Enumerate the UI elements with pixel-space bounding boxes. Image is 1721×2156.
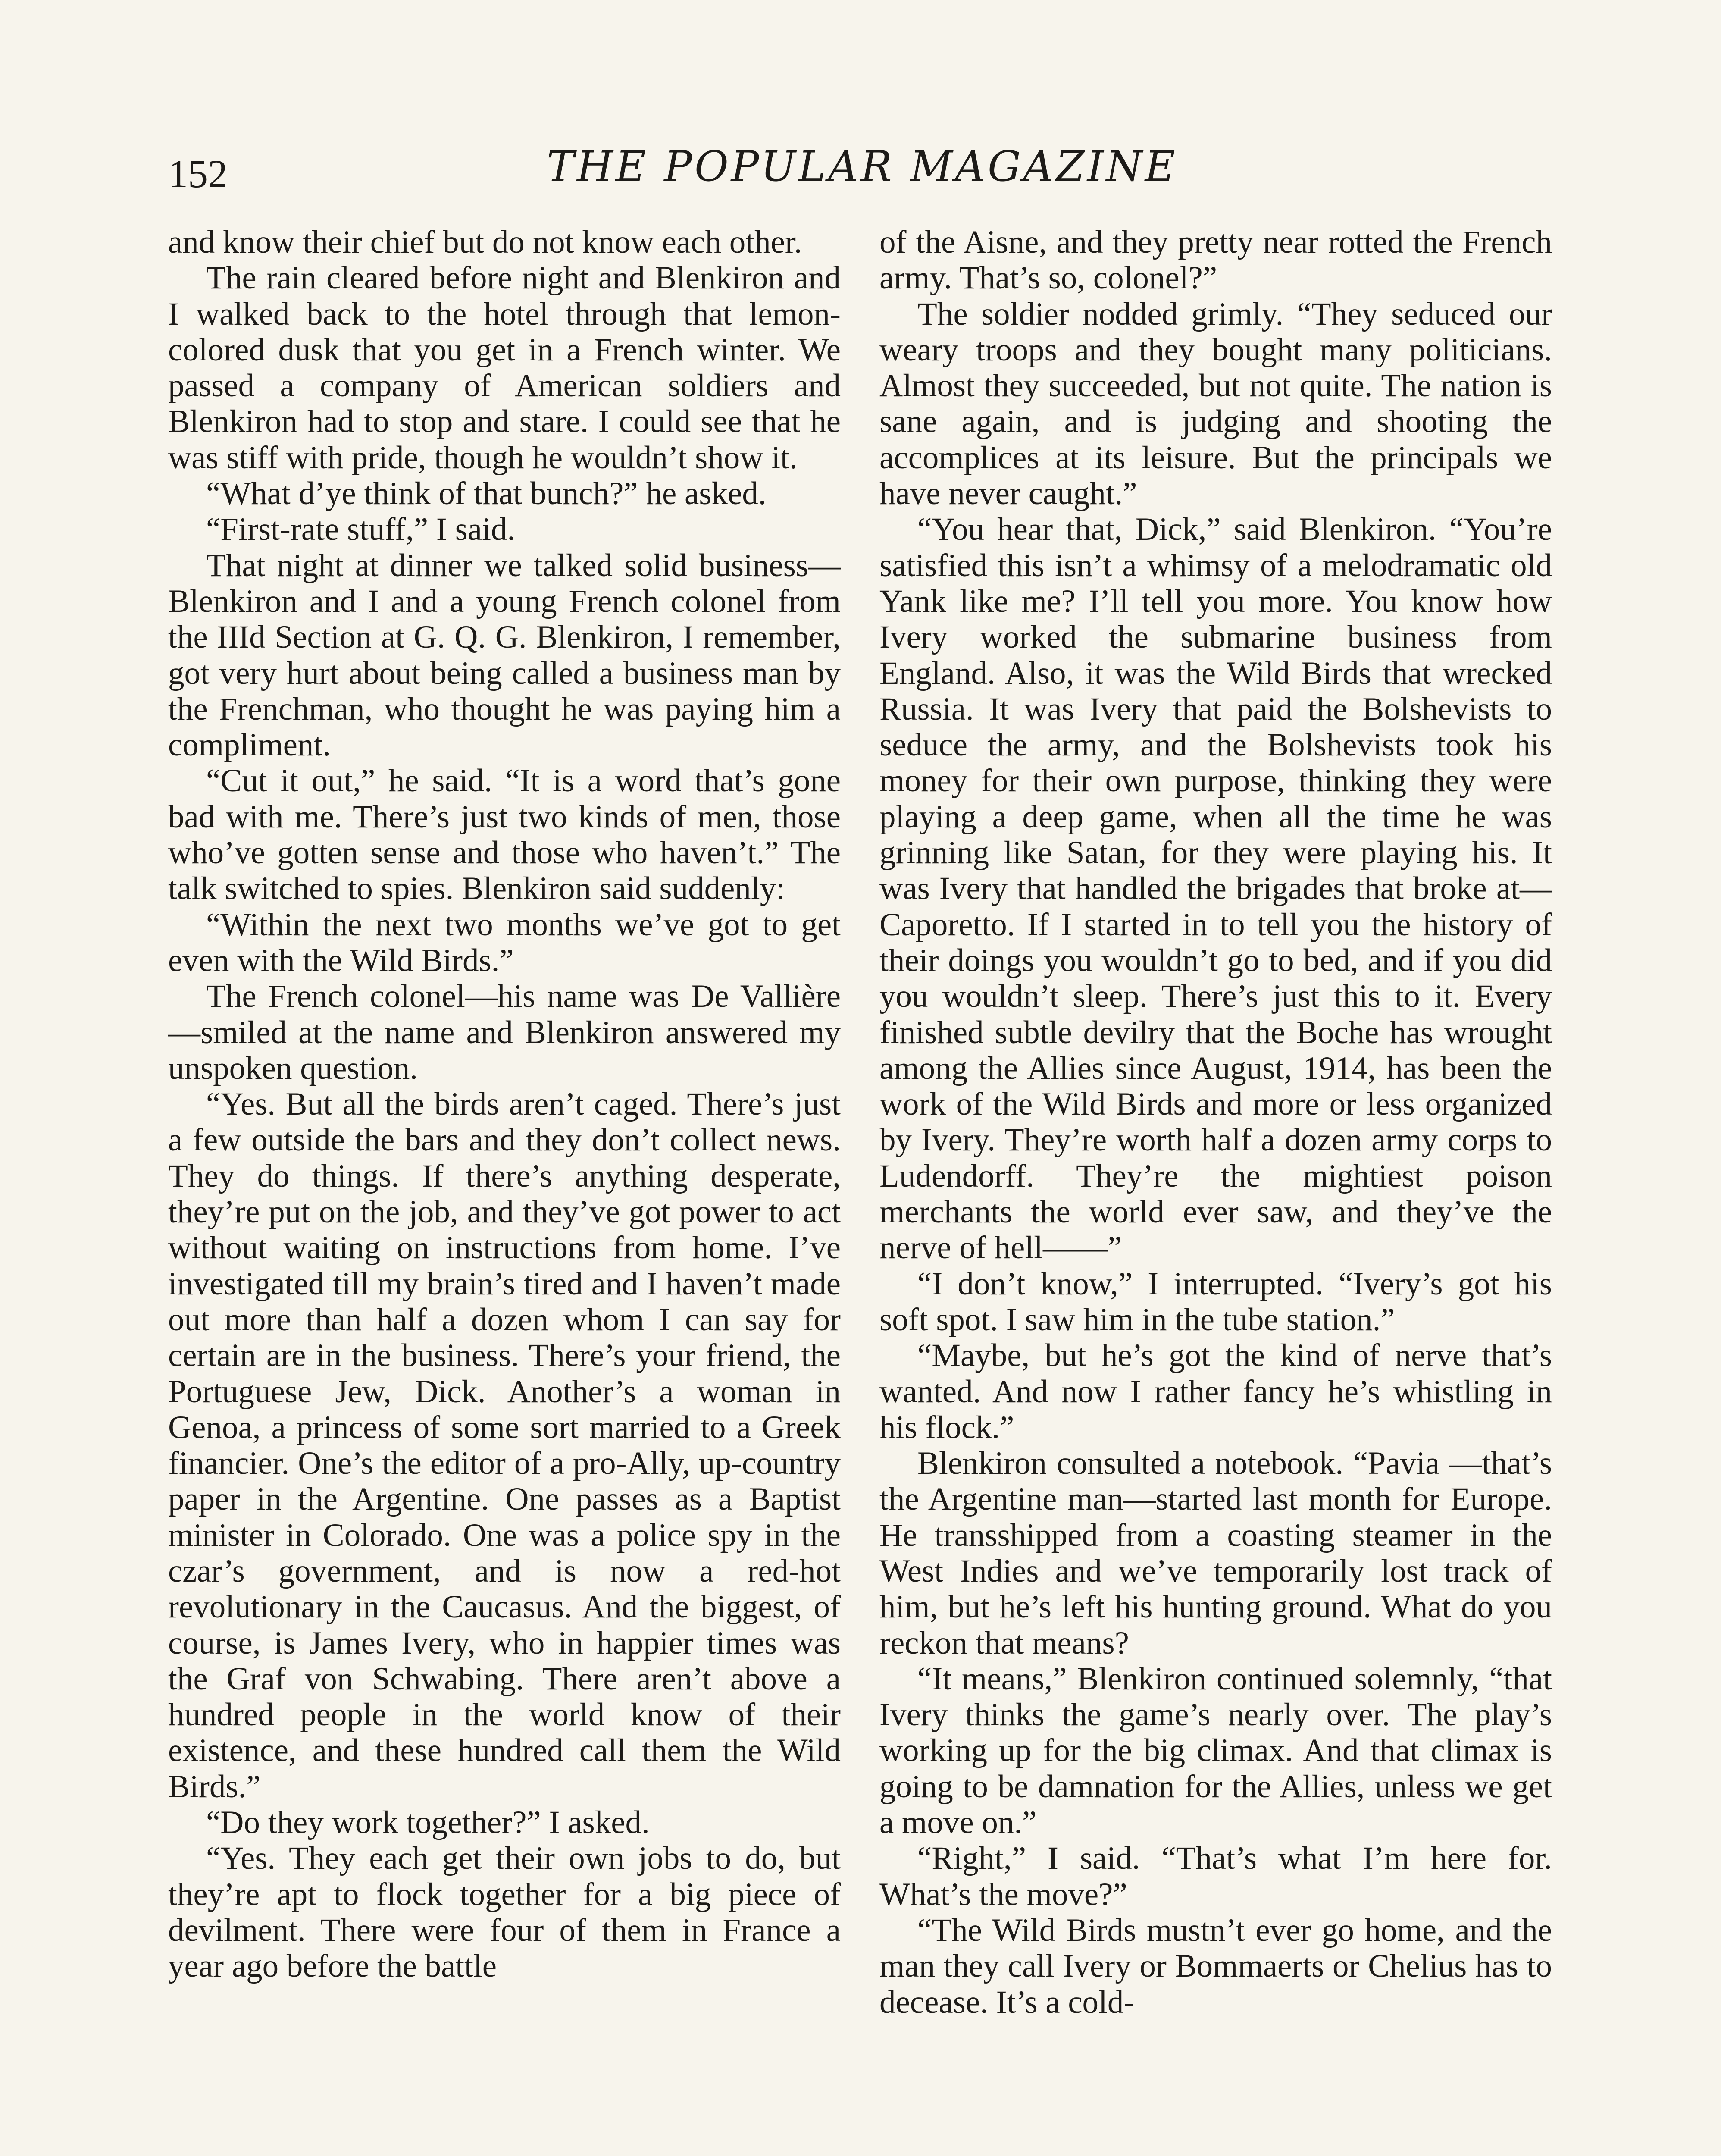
paragraph: and know their chief but do not know each other. xyxy=(168,224,802,260)
paragraph: The rain cleared before night and Blenkiron and I walked back to the hotel through that lemon-colored dusk that you get in a French winter. We passed a company of American soldiers and Blenkiron had to stop and stare. I could see that he was stiff with pride, though he wouldn’t show it. xyxy=(168,260,841,476)
paragraph: of the Aisne, and they pretty near rotted the French army. That’s so, colonel?” xyxy=(879,224,1552,296)
paragraph: Blenkiron consulted a notebook. “Pavia —that’s the Argentine man—started last month for Europe. He transshipped from a coasting steamer in the West Indies and we’ve temporarily lost track of him, but he’s left his hunting ground. What do you reckon that means? xyxy=(879,1445,1552,1661)
page-number: 152 xyxy=(168,152,228,196)
paragraph: “Yes. But all the birds aren’t caged. There’s just a few outside the bars and they don’t collect news. They do things. If there’s anything desperate, they’re put on the job, and they’ve got power to act without waiting on instructions from home. I’ve investigated till my brain’s tired and I haven’t made out more than half a dozen whom I can say for certain are in the business. There’s your friend, the Portuguese Jew, Dick. Another’s a woman in Genoa, a princess of some sort married to a Greek financier. One’s the editor of a pro-Ally, up-country paper in the Argentine. One passes as a Baptist minister in Colorado. One was a police spy in the czar’s government, and is now a red-hot revolutionary in the Caucasus. And the biggest, of course, is James Ivery, who in happier times was the Graf von Schwabing. There aren’t above a hundred people in the world know of their existence, and these hundred call them the Wild Birds.” xyxy=(168,1086,841,1805)
paragraph: “Do they work together?” I asked. xyxy=(206,1805,650,1841)
paragraph: The French colonel—his name was De Vallière—smiled at the name and Blenkiron answered my unspoken question. xyxy=(168,978,841,1086)
paragraph: “The Wild Birds mustn’t ever go home, and the man they call Ivery or Bommaerts or Chelius has to decease. It’s a cold- xyxy=(879,1912,1552,2020)
paragraph: “What d’ye think of that bunch?” he asked. xyxy=(206,476,767,512)
magazine-title: THE POPULAR MAGAZINE xyxy=(547,142,1178,191)
left-column xyxy=(168,224,841,1984)
paragraph: “Within the next two months we’ve got to get even with the Wild Birds.” xyxy=(168,906,841,978)
paragraph: “It means,” Blenkiron continued solemnly, “that Ivery thinks the game’s nearly over. The play’s working up for the big climax. And that climax is going to be damnation for the Allies, unless we get a move on.” xyxy=(879,1661,1552,1841)
paragraph: That night at dinner we talked solid business—Blenkiron and I and a young French colonel from the IIId Section at G. Q. G. Blenkiron, I remember, got very hurt about being called a business man by the Frenchman, who thought he was paying him a compliment. xyxy=(168,547,841,763)
paragraph: “Cut it out,” he said. “It is a word that’s gone bad with me. There’s just two kinds of men, those who’ve gotten sense and those who haven’t.” The talk switched to spies. Blenkiron said suddenly: xyxy=(168,763,841,907)
paragraph: “You hear that, Dick,” said Blenkiron. “You’re satisfied this isn’t a whimsy of a melodramatic old Yank like me? I’ll tell you more. You know how Ivery worked the submarine business from England. Also, it was the Wild Birds that wrecked Russia. It was Ivery that paid the Bolshevists to seduce the army, and the Bolshevists took his money for their own purpose, thinking they were playing a deep game, when all the time he was grinning like Satan, for they were playing his. It was Ivery that handled the brigades that broke at—Caporetto. If I started in to tell you the history of their doings you wouldn’t go to bed, and if you did you wouldn’t sleep. There’s just this to it. Every finished subtle devilry that the Boche has wrought among the Allies since August, 1914, has been the work of the Wild Birds and more or less organized by Ivery. They’re worth half a dozen army corps to Ludendorff. They’re the mightiest poison merchants the world ever saw, and they’ve the nerve of hell——” xyxy=(879,511,1552,1266)
page-header xyxy=(168,142,1556,211)
paragraph: “I don’t know,” I interrupted. “Ivery’s got his soft spot. I saw him in the tube station.” xyxy=(879,1266,1552,1338)
paragraph: “Maybe, but he’s got the kind of nerve that’s wanted. And now I rather fancy he’s whistling in his flock.” xyxy=(879,1338,1552,1445)
paragraph: The soldier nodded grimly. “They seduced our weary troops and they bought many politicians. Almost they succeeded, but not quite. The nation is sane again, and is judging and shooting the accomplices at its leisure. But the principals we have never caught.” xyxy=(879,296,1552,512)
paragraph: “Yes. They each get their own jobs to do, but they’re apt to flock together for a big piece of devilment. There were four of them in France a year ago before the battle xyxy=(168,1840,841,1984)
right-column xyxy=(879,224,1552,2020)
paragraph: “Right,” I said. “That’s what I’m here for. What’s the move?” xyxy=(879,1840,1552,1912)
paragraph: “First-rate stuff,” I said. xyxy=(206,511,516,548)
